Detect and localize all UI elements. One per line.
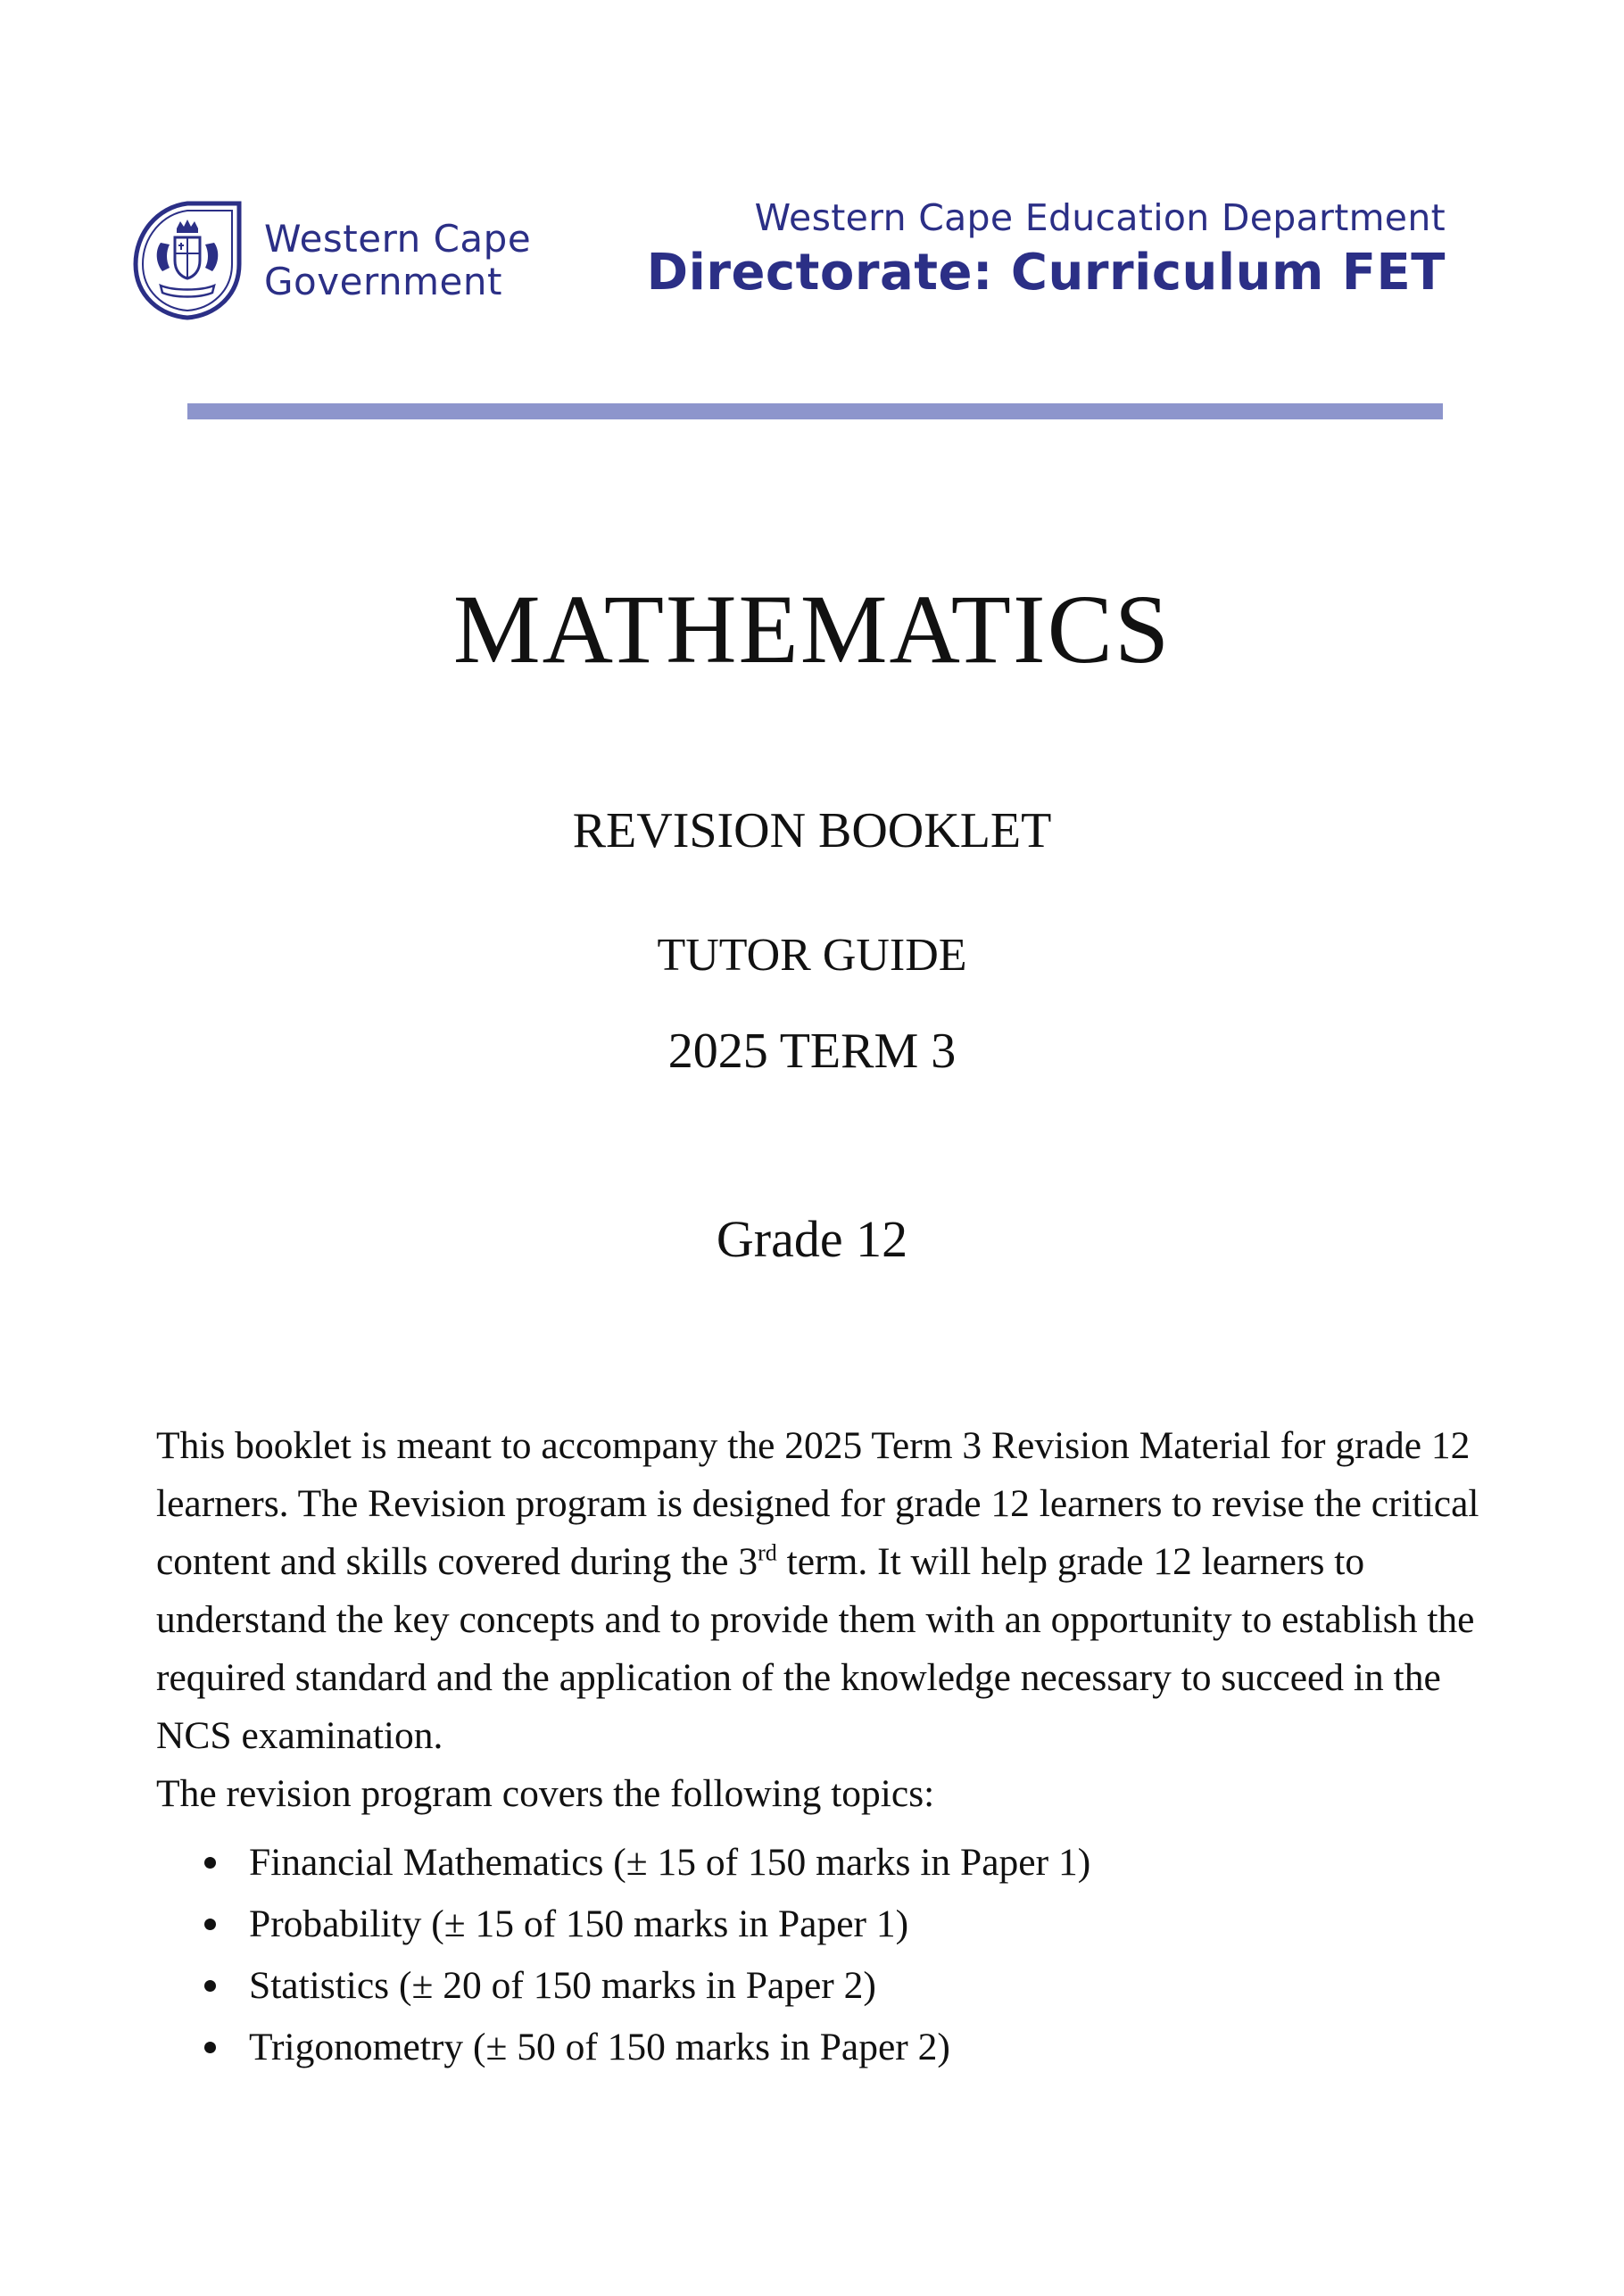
- topics-intro: The revision program covers the following topics:: [156, 1772, 935, 1815]
- term-label: 2025 TERM 3: [667, 1024, 957, 1079]
- bullet-icon: [204, 1919, 216, 1930]
- grade-label: Grade 12: [716, 1210, 908, 1268]
- department-name: Western Cape Education Department: [754, 196, 1446, 239]
- topics-list: [156, 1832, 1495, 2078]
- bullet-icon: [204, 1857, 216, 1869]
- document-subtitle: REVISION BOOKLET: [572, 803, 1052, 858]
- intro-text-part-2: term. It will help grade 12 learners to understand the key concepts and to provide them with an opportunity to establish the required standard and the application of the knowledge necessary to succeed in the NCS examination.: [156, 1540, 1475, 1757]
- intro-text-part-1: This booklet is meant to accompany the 2025 Term 3 Revision Material for grade 12 learners. The Revision program is designed for grade 12 learners to revise the critical content and skills covered during the 3: [156, 1424, 1479, 1583]
- list-item: [156, 1955, 1495, 2017]
- guide-label: TUTOR GUIDE: [657, 930, 967, 981]
- document-title: MATHEMATICS: [452, 575, 1172, 684]
- topic-text: Trigonometry (± 50 of 150 marks in Paper 2): [249, 2026, 950, 2068]
- directorate-name: Directorate: Curriculum FET: [646, 244, 1446, 302]
- logo-wordmark: [264, 218, 531, 303]
- logo-line-1: Western Cape: [264, 217, 532, 261]
- bullet-icon: [204, 1980, 216, 1992]
- topic-text: Probability (± 15 of 150 marks in Paper 1): [249, 1902, 909, 1945]
- topic-text: Financial Mathematics (± 15 of 150 marks in Paper 1): [249, 1841, 1091, 1884]
- list-item: [156, 2017, 1495, 2078]
- coat-of-arms-icon: [125, 198, 250, 323]
- list-item: [156, 1894, 1495, 1955]
- header-divider: [187, 403, 1443, 419]
- bullet-icon: [204, 2042, 216, 2053]
- intro-paragraph: [156, 1417, 1495, 1765]
- topic-text: Statistics (± 20 of 150 marks in Paper 2): [249, 1964, 876, 2007]
- government-logo: [125, 198, 531, 323]
- department-heading: [647, 195, 1446, 303]
- intro-section: [156, 1417, 1495, 2078]
- list-item: [156, 1832, 1495, 1894]
- logo-line-2: Government: [264, 260, 502, 303]
- ordinal-suffix: rd: [758, 1539, 777, 1566]
